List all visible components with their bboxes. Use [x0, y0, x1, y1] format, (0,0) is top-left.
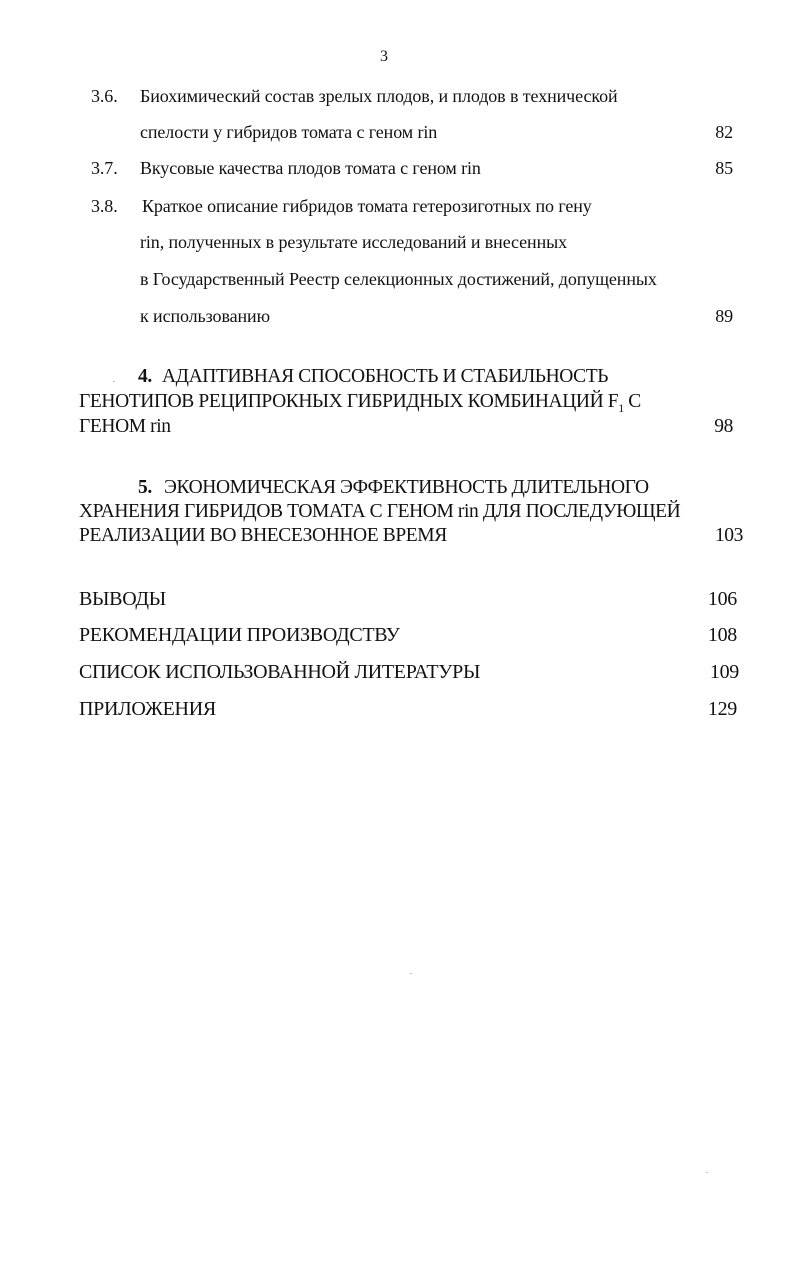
toc-chapter-title-line-3: РЕАЛИЗАЦИИ ВО ВНЕСЕЗОННОЕ ВРЕМЯ	[79, 525, 447, 546]
toc-chapter-title-line-2	[79, 391, 641, 416]
toc-entry-title-line-2: rin, полученных в результате исследований и внесенных	[140, 232, 568, 252]
toc-entry-title-line-3: в Государственный Реестр селекционных достижений, допущенных	[140, 269, 657, 289]
toc-end-page: 108	[707, 624, 737, 646]
scan-speck	[113, 381, 115, 382]
toc-end-title: ВЫВОДЫ	[79, 588, 166, 610]
toc-chapter-title-line-2: ХРАНЕНИЯ ГИБРИДОВ ТОМАТА С ГЕНОМ rin ДЛЯ ПОСЛЕДУЮЩЕЙ	[79, 501, 681, 522]
toc-entry-title-line-2: спелости у гибридов томата с геном rin	[140, 122, 438, 142]
toc-end-title: ПРИЛОЖЕНИЯ	[79, 698, 216, 720]
toc-chapter-number: 5.	[138, 477, 152, 498]
toc-end-page: 129	[707, 698, 737, 720]
toc-entry-number: 3.6.	[91, 86, 118, 106]
toc-chapter-title-line-1: АДАПТИВНАЯ СПОСОБНОСТЬ И СТАБИЛЬНОСТЬ	[162, 366, 609, 387]
toc-entry-title-line-1: Вкусовые качества плодов томата с геном rin	[140, 158, 481, 178]
toc-chapter-page: 98	[714, 416, 733, 437]
toc-entry-title-line-4: к использованию	[140, 306, 270, 326]
toc-entry-page: 89	[715, 306, 733, 326]
toc-chapter-title-line-2-text: ГЕНОТИПОВ РЕЦИПРОКНЫХ ГИБРИДНЫХ КОМБИНАЦИЙ F	[79, 391, 619, 412]
toc-end-page: 106	[707, 588, 737, 610]
toc-entry-page: 82	[715, 122, 733, 142]
toc-chapter-title-line-1: ЭКОНОМИЧЕСКАЯ ЭФФЕКТИВНОСТЬ ДЛИТЕЛЬНОГО	[164, 477, 649, 498]
toc-chapter-page: 103	[714, 525, 743, 546]
toc-end-title: СПИСОК ИСПОЛЬЗОВАННОЙ ЛИТЕРАТУРЫ	[79, 661, 481, 683]
toc-chapter-title-line-3: ГЕНОМ rin	[79, 416, 171, 437]
toc-entry-page: 85	[715, 158, 733, 178]
page-number: 3	[380, 48, 388, 65]
scan-speck	[706, 1172, 708, 1173]
toc-entry-title-line-1: Краткое описание гибридов томата гетерозиготных по гену	[142, 196, 592, 216]
toc-entry-title-line-1: Биохимический состав зрелых плодов, и плодов в технической	[140, 86, 618, 106]
toc-chapter-title-line-2-end: С	[623, 391, 641, 412]
toc-end-title: РЕКОМЕНДАЦИИ ПРОИЗВОДСТВУ	[79, 624, 400, 646]
toc-entry-number: 3.8.	[91, 196, 118, 216]
subscript-1: 1	[618, 400, 624, 415]
toc-chapter-number: 4.	[138, 366, 152, 387]
toc-end-page: 109	[709, 661, 739, 683]
toc-entry-number: 3.7.	[91, 158, 118, 178]
scan-speck	[410, 973, 412, 974]
